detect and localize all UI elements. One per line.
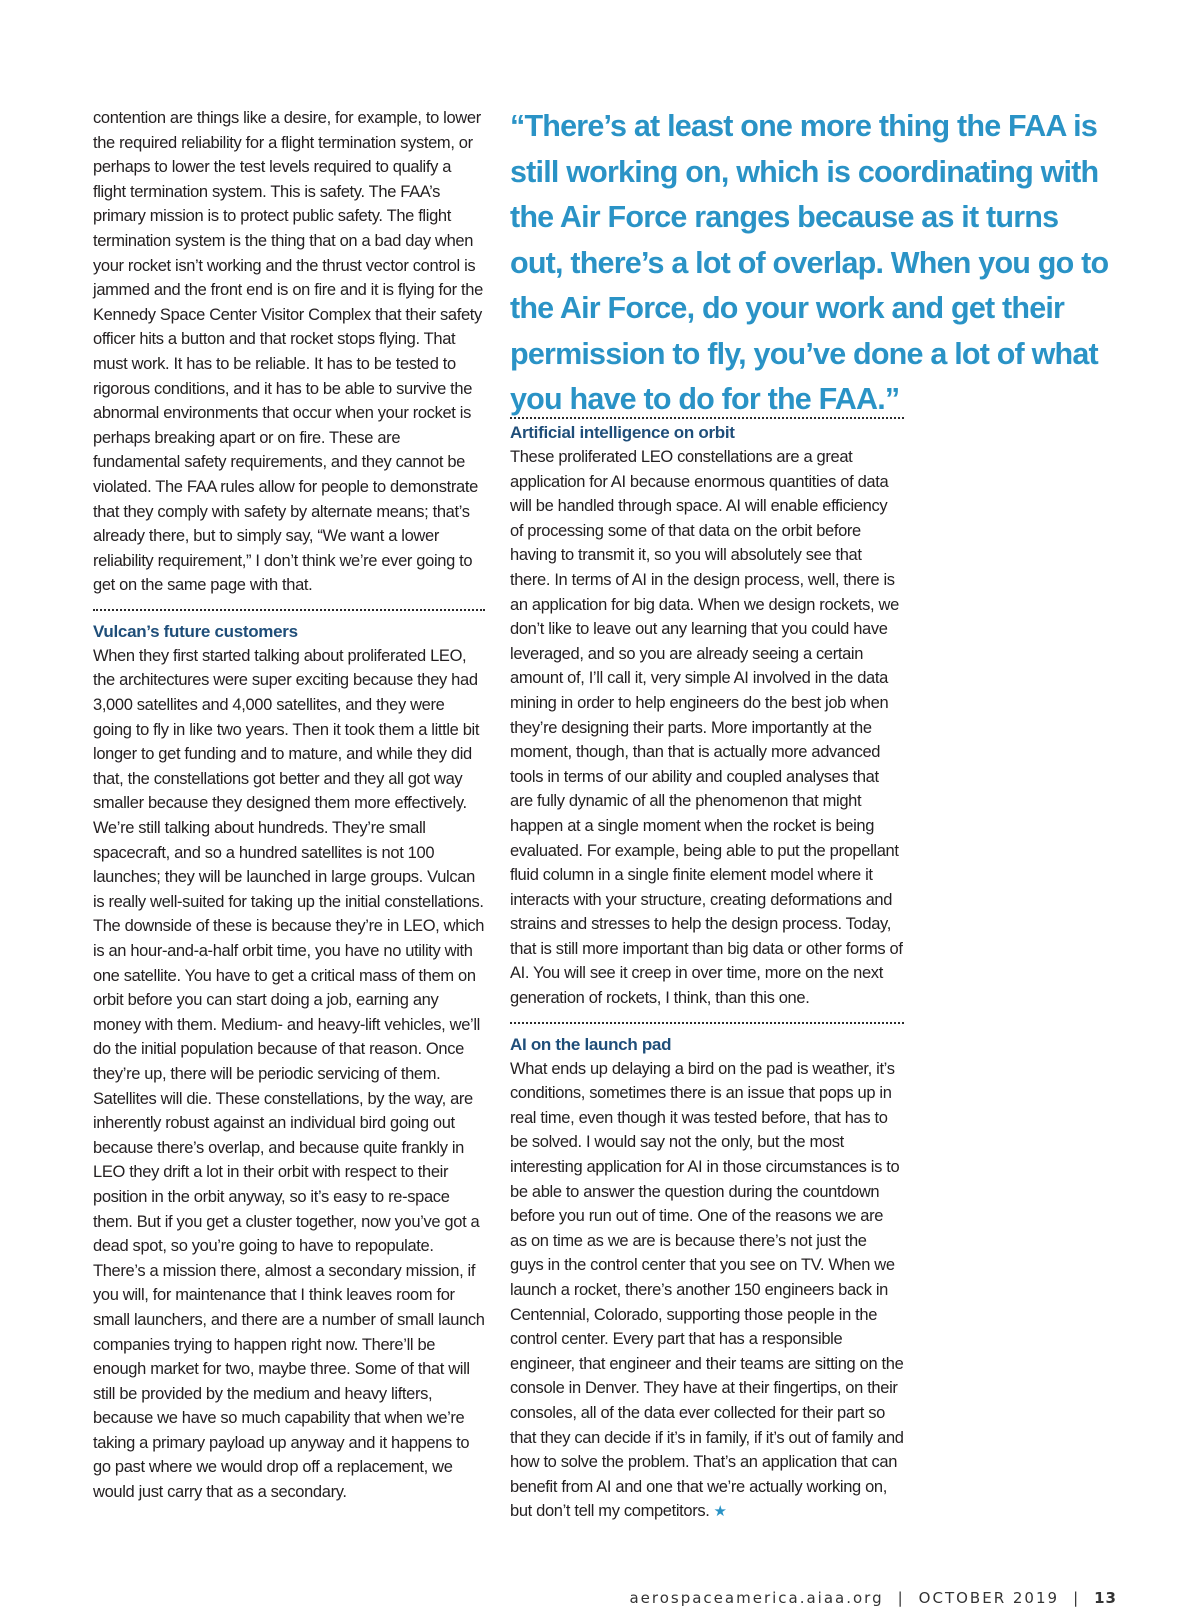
footer-separator: |: [1073, 1589, 1081, 1607]
body-text: What ends up delaying a bird on the pad is weather, it’s conditions, sometimes there is an issue that pops up in real time, even though it was tested before, that has to be solved. I would say not the only, but the most interesting application for AI in those circumstances is to be able to answer the question during the countdown before you run out of time. One of the reasons we are as on time as we are is because there’s not just the guys in the control center that you see on TV. When we launch a rocket, there’s another 150 engineers back in Centennial, Colorado, supporting those people in the control center. Every part that has a responsible engineer, that engineer and their teams are sitting on the console in Denver. They have at their fingertips, on their consoles, all of the data ever collected for their part so that they can decide if it’s in family, if it’s out of family and how to solve the problem. That’s an application that can benefit from AI and one that we’re actually working on, but don’t tell my competitors.: [510, 1059, 904, 1521]
footer-separator: |: [897, 1589, 905, 1607]
section-heading: Vulcan’s future customers: [93, 621, 298, 641]
page-number: 13: [1094, 1589, 1117, 1607]
body-paragraph: contention are things like a desire, for example, to lower the required reliability for a flight termination system, or perhaps to lower the test levels required to qualify a flight termination system. This is safety. The FAA’s primary mission is to protect public safety. The flight termination system is the thing that on a bad day when your rocket isn’t working and the thrust vector control is jammed and the front end is on fire and it is flying for the Kennedy Space Center Visitor Complex that their safety officer hits a button and that rocket stops flying. That must work. It has to be reliable. It has to be tested to rigorous conditions, and it has to be able to survive the abnormal environments that occur when your rocket is perhaps breaking apart or on fire. These are fundamental safety requirements, and they cannot be violated. The FAA rules allow for people to demonstrate that they comply with safety by alternate means; that’s already there, but to simply say, “We want a lower reliability requirement,” I don’t think we’re ever going to get on the same page with that.: [93, 109, 483, 595]
body-paragraph: When they first started talking about proliferated LEO, the architectures were super exciting because they had 3,000 satellites and 4,000 satellites, and they were going to fly in like two years. Then it took them a little bit longer to get funding and to mature, and while they did that, the constellations got better and they all got way smaller because they designed them more effectively. We’re still talking about hundreds. They’re small spacecraft, and so a hundred satellites is not 100 launches; they will be launched in large groups. Vulcan is really well-suited for taking up the initial constellations. The downside of these is because they’re in LEO, which is an hour-and-a-half orbit time, you have no utility with one satellite. You have to get a critical mass of them on orbit before you can start doing a job, earning any money with them. Medium- and heavy-lift vehicles, we’ll do the initial population because of that reason. Once they’re up, there will be periodic servicing of them. Satellites will die. These constellations, by the way, are inherently robust against an individual bird going out because there’s overlap, and because quite frankly in LEO they drift a lot in their orbit with respect to their position in the orbit anyway, so it’s easy to re-space them. But if you get a cluster together, now you’ve got a dead spot, so you’re going to have to repopulate. There’s a mission there, almost a secondary mission, if you will, for maintenance that I think leaves room for small launchers, and there are a number of small launch companies trying to happen right now. There’ll be enough market for two, maybe three. Some of that will still be provided by the medium and heavy lifters, because we have so much capability that when we’re taking a primary payload up anyway and it happens to go past where we would drop off a replacement, we would just carry that as a secondary.: [93, 646, 485, 1502]
section-heading: AI on the launch pad: [510, 1034, 672, 1054]
section-divider: [93, 609, 485, 611]
pull-quote: “There’s at least one more thing the FAA is still working on, which is coordinating with the Air Force ranges because as it turns out, there’s a lot of overlap. When you go to the Air Force, do your work and get their permission to fly, you’ve done a lot of what you have to do for the FAA.”: [510, 109, 1109, 416]
body-paragraph: These proliferated LEO constellations are a great application for AI because enormous quantities of data will be handled through space. AI will enable efficiency of processing some of that data on the orbit before having to transmit it, so you will absolutely see that there. In terms of AI in the design process, well, there is an application for big data. When we design rockets, we don’t like to leave out any learning that you could have leveraged, and so you are already seeing a certain amount of, I’ll call it, very simple AI involved in the data mining in order to help engineers do the best job when they’re designing their parts. More importantly at the moment, though, than that is actually more advanced tools in terms of our ability and coupled analyses that are fully dynamic of all the phenomenon that might happen at a single moment when the rocket is being evaluated. For example, being able to put the propellant fluid column in a single finite element model where it interacts with your structure, creating deformations and strains and stresses to help the design process. Today, that is still more important than big data or other forms of AI. You will see it creep in over time, more on the next generation of rockets, I think, than this one.: [510, 448, 903, 1008]
section-heading: Artificial intelligence on orbit: [510, 423, 735, 442]
page-footer: [629, 1589, 1117, 1607]
body-paragraph: [510, 1057, 904, 1525]
section-divider: [510, 1022, 904, 1024]
end-star-icon: ★: [713, 1503, 727, 1521]
footer-site-url: aerospaceamerica.aiaa.org: [629, 1589, 884, 1607]
footer-issue-date: OCTOBER 2019: [918, 1589, 1060, 1607]
section-divider: [510, 417, 904, 419]
right-column: [510, 421, 904, 1525]
left-column: [93, 106, 485, 1505]
